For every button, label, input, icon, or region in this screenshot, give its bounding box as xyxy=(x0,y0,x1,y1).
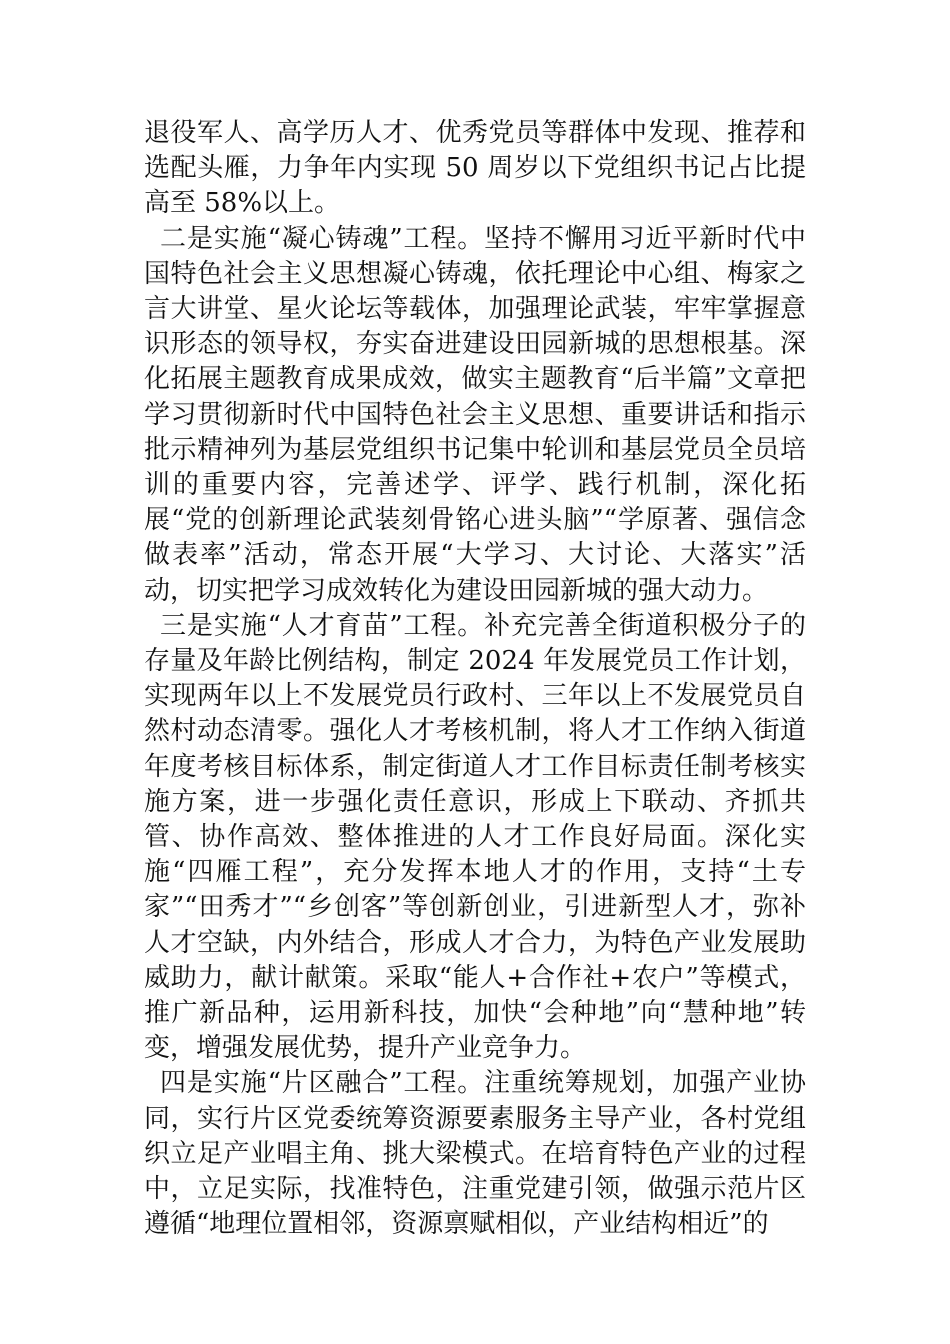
paragraph-continuation: 退役军人、高学历人才、优秀党员等群体中发现、推荐和选配头雁，力争年内实现 50 周岁以下党组织书记占比提高至 58%以上。 xyxy=(144,118,806,219)
paragraph-rencai-yumiao: 三是实施“人才育苗”工程。补充完善全街道积极分子的存量及年龄比例结构，制定 2024 年发展党员工作计划，实现两年以上不发展党员行政村、三年以上不发展党员自然村动态清零。强化人才考核机制，将人才工作纳入街道年度考核目标体系，制定街道人才工作目标责任制考核实施方案，进一步强化责任意识，形成上下联动、齐抓共管、协作高效、整体推进的人才工作良好局面。深化实施“四雁工程”，充分发挥本地人才的作用，支持“土专家”“田秀才”“乡创客”等创新创业，引进新型人才，弥补人才空缺，内外结合，形成人才合力，为特色产业发展助威助力，献计献策。采取“能人+合作社+农户”等模式，推广新品种，运用新科技，加快“会种地”向“慧种地”转变，增强发展优势，提升产业竞争力。 xyxy=(144,610,806,1064)
paragraph-ningxin-zhuhun: 二是实施“凝心铸魂”工程。坚持不懈用习近平新时代中国特色社会主义思想凝心铸魂，依托理论中心组、梅家之言大讲堂、星火论坛等载体，加强理论武装，牢牢掌握意识形态的领导权，夯实奋进建设田园新城的思想根基。深化拓展主题教育成果成效，做实主题教育“后半篇”文章把学习贯彻新时代中国特色社会主义思想、重要讲话和指示批示精神列为基层党组织书记集中轮训和基层党员全员培训的重要内容，完善述学、评学、践行机制，深化拓展“党的创新理论武装刻骨铭心进头脑”“学原著、强信念做表率”活动，常态开展“大学习、大讨论、大落实”活动，切实把学习成效转化为建设田园新城的强大动力。 xyxy=(144,223,806,606)
paragraph-pianqu-ronghe: 四是实施“片区融合”工程。注重统筹规划，加强产业协同，实行片区党委统筹资源要素服务主导产业，各村党组织立足产业唱主角、挑大梁模式。在培育特色产业的过程中，立足实际，找准特色，注重党建引领，做强示范片区遵循“地理位置相邻，资源禀赋相似，产业结构相近”的 xyxy=(144,1068,806,1240)
document-page xyxy=(144,116,806,1243)
